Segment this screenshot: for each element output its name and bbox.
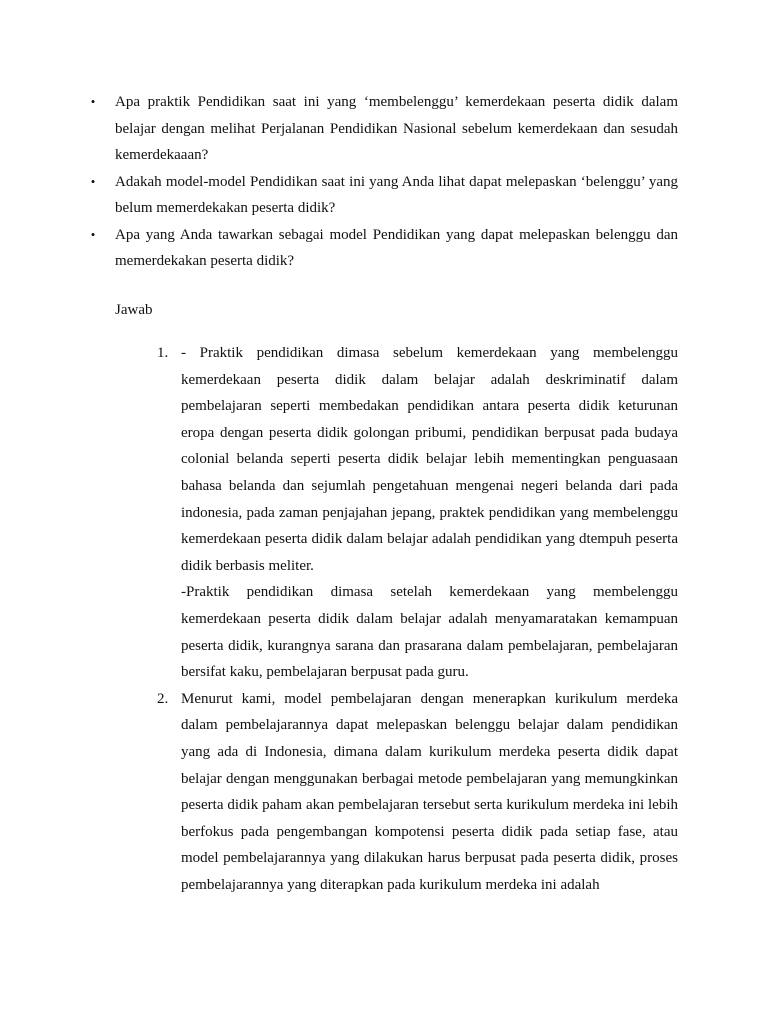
question-text: Apa praktik Pendidikan saat ini yang ‘membelenggu’ kemerdekaan peserta didik dalam belajar dengan melihat Perjalanan Pendidikan Nasional sebelum kemerdekaan dan sesudah kemerdekaaan? (115, 94, 678, 163)
bullet-icon: • (90, 173, 96, 189)
answer-number: 1. (157, 345, 169, 361)
question-item (88, 89, 678, 169)
answer-heading: Jawab (115, 302, 153, 318)
question-text: Apa yang Anda tawarkan sebagai model Pendidikan yang dapat melepaskan belenggu dan memerdekakan peserta didik? (115, 226, 678, 269)
answer-list (150, 340, 678, 898)
question-item (88, 169, 678, 222)
question-list (88, 89, 678, 275)
answer-item (150, 340, 678, 686)
answer-paragraph: - Praktik pendidikan dimasa sebelum kemerdekaan yang membelenggu kemerdekaan peserta didik dalam belajar adalah deskriminatif dalam pembelajaran seperti membedakan pendidikan antara peserta didik keturunan eropa dengan peserta didik golongan pribumi, pendidikan berpusat pada budaya colonial belanda seperti peserta didik belajar lebih mementingkan penguasaan bahasa belanda dan sejumlah pengetahuan mengenai negeri belanda dari pada indonesia, pada zaman penjajahan jepang, praktek pendidikan yang membelenggu kemerdekaan peserta didik dalam belajar adalah pendidikan yang dtempuh peserta didik berbasis meliter. (181, 345, 678, 574)
answer-item (150, 686, 678, 899)
bullet-icon: • (90, 226, 96, 242)
answer-paragraph: -Praktik pendidikan dimasa setelah kemerdekaan yang membelenggu kemerdekaan peserta didik dalam belajar adalah menyamaratakan kemampuan peserta didik, kurangnya sarana dan prasarana dalam pembelajaran, pembelajaran bersifat kaku, pembelajaran berpusat pada guru. (181, 584, 678, 681)
question-item (88, 222, 678, 275)
answer-paragraph: Menurut kami, model pembelajaran dengan menerapkan kurikulum merdeka dalam pembelajarannya dapat melepaskan belenggu belajar dalam pendidikan yang ada di Indonesia, dimana dalam kurikulum merdeka peserta didik dapat belajar dengan menggunakan berbagai metode pembelajaran yang memungkinkan peserta didik paham akan pembelajaran tersebut serta kurikulum merdeka ini lebih berfokus pada pengembangan kompotensi peserta didik pada setiap fase, atau model pembelajarannya yang dilakukan harus berpusat pada peserta didik, proses pembelajarannya yang diterapkan pada kurikulum merdeka ini adalah (181, 690, 678, 893)
question-text: Adakah model-model Pendidikan saat ini yang Anda lihat dapat melepaskan ‘belenggu’ yang belum memerdekakan peserta didik? (115, 173, 678, 216)
answer-number: 2. (157, 690, 169, 707)
bullet-icon: • (90, 94, 96, 109)
